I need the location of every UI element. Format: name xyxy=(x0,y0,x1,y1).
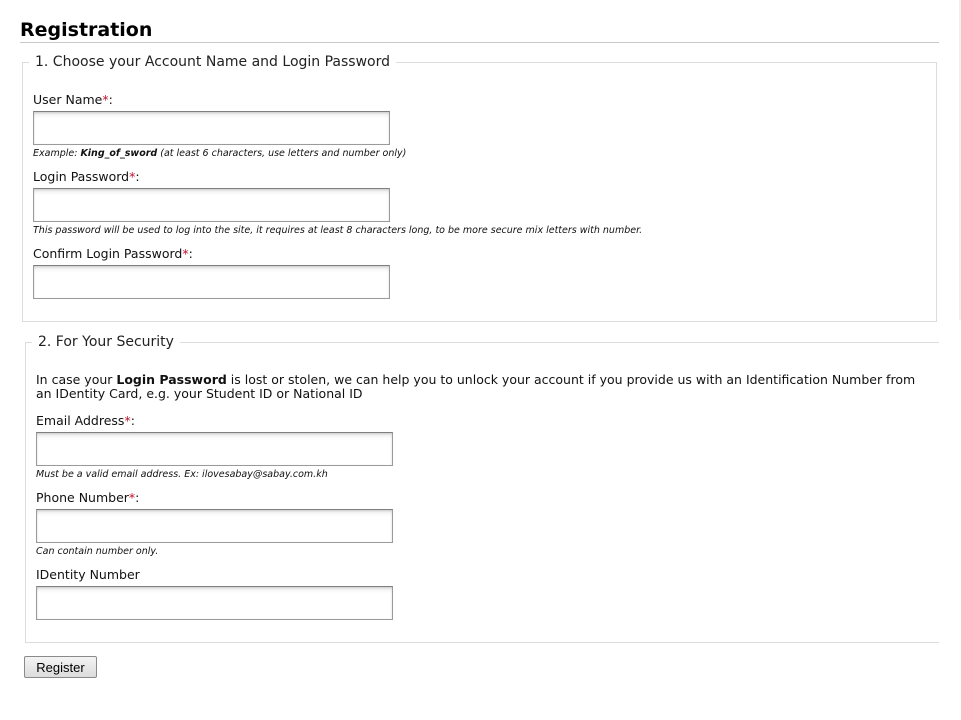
username-hint-example: King_of_sword xyxy=(80,148,158,159)
title-divider xyxy=(20,42,939,43)
email-label xyxy=(36,413,135,428)
label-colon: : xyxy=(130,413,135,428)
page-title: Registration xyxy=(20,19,153,41)
required-marker: * xyxy=(128,490,136,505)
phone-input[interactable] xyxy=(36,509,393,543)
confirm-password-label xyxy=(33,246,193,261)
password-input[interactable] xyxy=(33,188,390,222)
username-hint xyxy=(33,148,406,159)
phone-label-text: Phone Number xyxy=(36,490,129,505)
required-marker: * xyxy=(102,92,109,107)
identity-input[interactable] xyxy=(36,586,393,620)
email-input[interactable] xyxy=(36,432,393,466)
register-button[interactable]: Register xyxy=(24,656,97,678)
phone-hint: Can contain number only. xyxy=(36,546,159,557)
email-label-text: Email Address xyxy=(36,413,125,428)
required-marker: * xyxy=(124,413,131,428)
password-label-text: Login Password xyxy=(33,169,130,184)
username-input[interactable] xyxy=(33,111,390,145)
required-marker: * xyxy=(182,246,189,261)
label-colon: : xyxy=(135,490,140,505)
label-colon: : xyxy=(188,246,193,261)
username-label xyxy=(33,92,113,107)
username-hint-prefix: Example: xyxy=(33,148,81,159)
security-intro xyxy=(36,373,926,401)
username-label-text: User Name xyxy=(33,92,103,107)
security-intro-bold: Login Password xyxy=(116,372,227,387)
confirm-password-input[interactable] xyxy=(33,265,390,299)
password-hint: This password will be used to log into the site, it requires at least 8 characters long, to be more secure mix letters with number. xyxy=(33,225,643,236)
security-intro-prefix: In case your xyxy=(36,372,117,387)
username-hint-suffix: (at least 6 characters, use letters and number only) xyxy=(157,148,407,159)
account-section-legend: 1. Choose your Account Name and Login Password xyxy=(35,54,391,70)
label-colon: : xyxy=(135,169,140,184)
phone-label xyxy=(36,490,139,505)
security-intro-suffix: is lost or stolen, we can help you to unlock your account if you provide us with an Identification Number from an IDentity Card, e.g. your Student ID or National ID xyxy=(36,372,916,401)
label-colon: : xyxy=(108,92,113,107)
email-hint: Must be a valid email address. Ex: ilovesabay@sabay.com.kh xyxy=(36,469,328,480)
required-marker: * xyxy=(129,169,136,184)
confirm-password-label-text: Confirm Login Password xyxy=(33,246,183,261)
identity-label: IDentity Number xyxy=(36,567,140,582)
security-section-legend: 2. For Your Security xyxy=(38,334,174,350)
password-label xyxy=(33,169,140,184)
